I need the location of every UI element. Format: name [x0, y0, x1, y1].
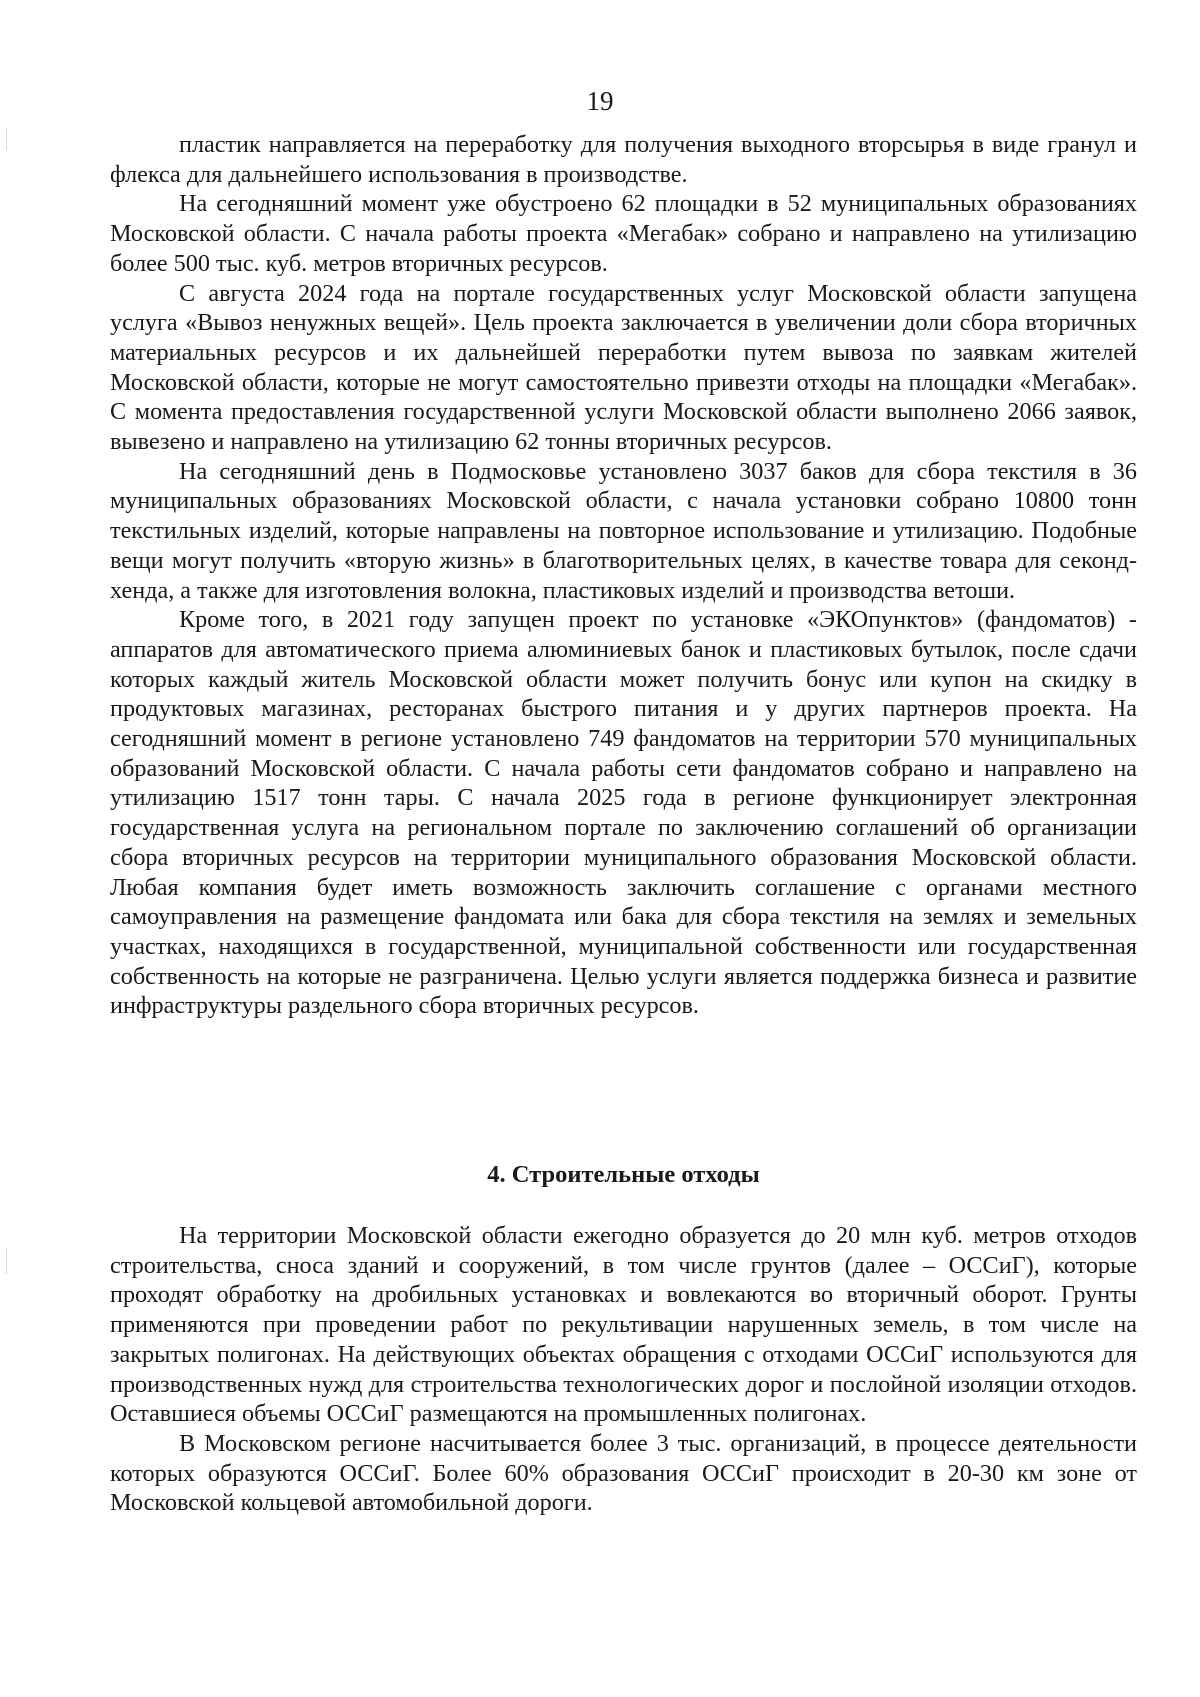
scan-margin-mark [6, 1248, 7, 1274]
paragraph: пластик направляется на переработку для получения выходного вторсырья в виде гранул и флекса для дальнейшего использования в производстве. [110, 131, 1137, 188]
scan-margin-mark [6, 128, 7, 150]
paragraph: В Московском регионе насчитывается более 3 тыс. организаций, в процессе деятельности которых образуются ОССиГ. Более 60% образования ОССиГ происходит в 20-30 км зоне от Московской кольцевой автомобильной дороги. [110, 1429, 1137, 1517]
paragraph: Кроме того, в 2021 году запущен проект по установке «ЭКОпунктов» (фандоматов) - аппаратов для автоматического приема алюминиевых банок и пластиковых бутылок, после сдачи которых каждый житель Московской области может получить бонус или купон на скидку в продуктовых магазинах, ресторанах быстрого питания и у других партнеров проекта. На сегодняшний момент в регионе установлено 749 фандоматов на территории 570 муниципальных образований Московской области. С начала работы сети фандоматов собрано и направлено на утилизацию 1517 тонн тары. С начала 2025 года в регионе функционирует электронная государственная услуга на региональном портале по заключению соглашений об организации сбора вторичных ресурсов на территории муниципального образования Московской области. Любая компания будет иметь возможность заключить соглашение с органами местного самоуправления на размещение фандомата или бака для сбора текстиля на землях и земельных участках, находящихся в государственной, муниципальной собственности или государственная собственность на которые не разграничена. Целью услуги является поддержка бизнеса и развитие инфраструктуры раздельного сбора вторичных ресурсов. [110, 606, 1137, 1020]
section-heading: 4. Строительные отходы [487, 1161, 760, 1188]
paragraph: На сегодняшний момент уже обустроено 62 площадки в 52 муниципальных образованиях Московской области. С начала работы проекта «Мегабак» собрано и направлено на утилизацию более 500 тыс. куб. метров вторичных ресурсов. [110, 190, 1137, 277]
paragraph: На сегодняшний день в Подмосковье установлено 3037 баков для сбора текстиля в 36 муниципальных образованиях Московской области, с начала установки собрано 10800 тонн текстильных изделий, которые направлены на повторное использование и утилизацию. Подобные вещи могут получить «вторую жизнь» в благотворительных целях, в качестве товара для секонд-хенда, а также для изготовления волокна, пластиковых изделий и производства ветоши. [110, 457, 1137, 604]
paragraph: На территории Московской области ежегодно образуется до 20 млн куб. метров отходов строительства, сноса зданий и сооружений, в том числе грунтов (далее – ОССиГ), которые проходят обработку на дробильных установках и вовлекаются во вторичный оборот. Грунты применяются при проведении работ по рекультивации нарушенных земель, в том числе на закрытых полигонах. На действующих объектах обращения с отходами ОССиГ используются для производственных нужд для строительства технологических дорог и послойной изоляции отходов. Оставшиеся объемы ОССиГ размещаются на промышленных полигонах. [110, 1222, 1137, 1428]
paragraph: С августа 2024 года на портале государственных услуг Московской области запущена услуга «Вывоз ненужных вещей». Цель проекта заключается в увеличении доли сбора вторичных материальных ресурсов и их дальнейшей переработки путем вывоза по заявкам жителей Московской области, которые не могут самостоятельно привезти отходы на площадки «Мегабак». С момента предоставления государственной услуги Московской области выполнено 2066 заявок, вывезено и направлено на утилизацию 62 тонны вторичных ресурсов. [110, 279, 1137, 456]
body-text-before-section [110, 130, 1137, 1021]
page-number: 19 [586, 86, 614, 116]
body-text-section-4 [110, 1221, 1137, 1518]
